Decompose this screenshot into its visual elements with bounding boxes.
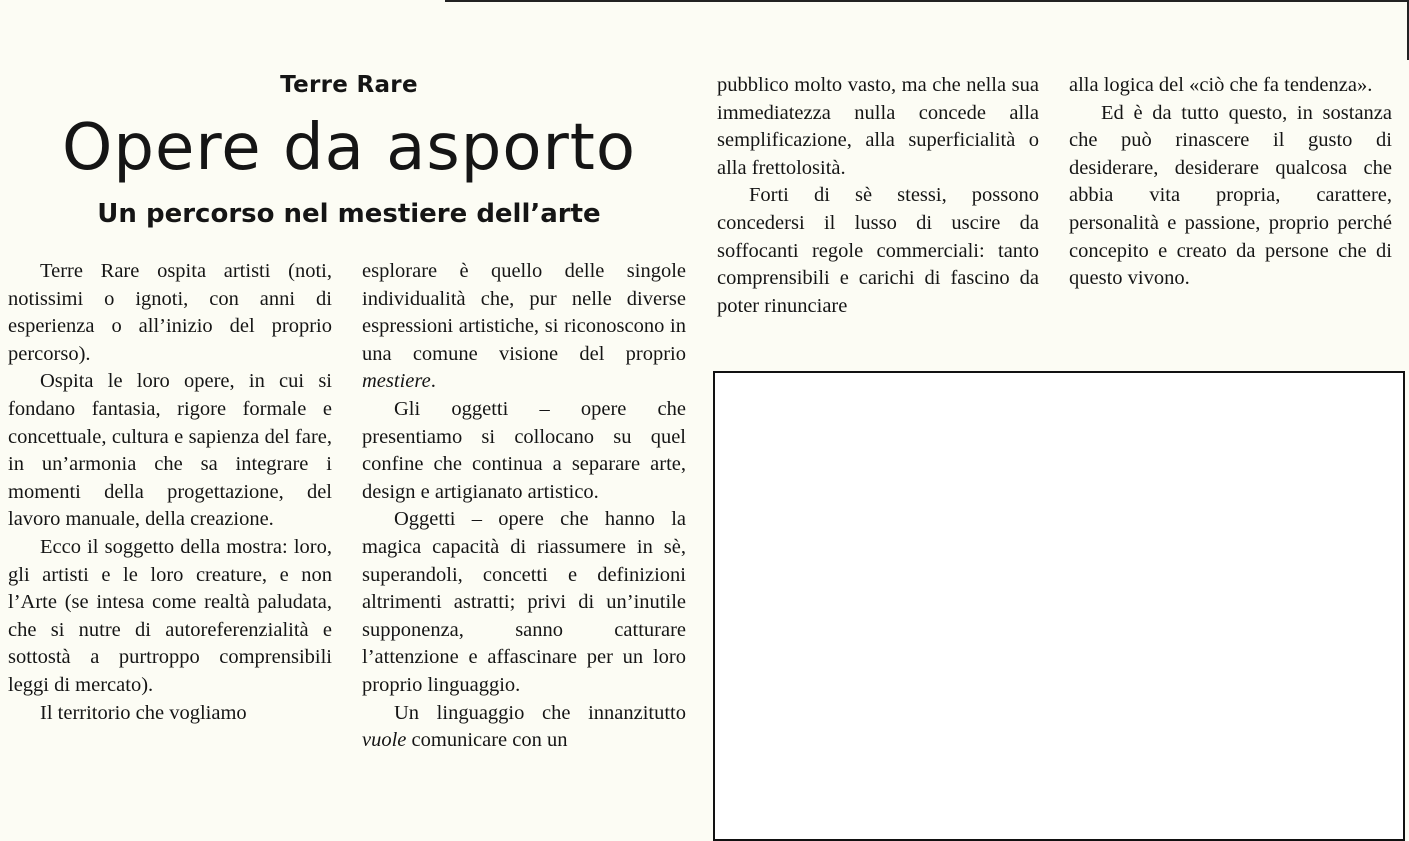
text-run: Un linguaggio che innanzitutto (394, 701, 686, 724)
text-run: . (430, 370, 436, 393)
article-column-2 (362, 258, 686, 755)
text-run: comunicare con un (411, 729, 568, 752)
subheadline: Un percorso nel mestiere dell’arte (97, 199, 601, 229)
headline: Opere da asporto (61, 111, 637, 185)
paragraph: Gli oggetti – opere che presentiamo si collocano su quel confine che continua a separare arte, design e artigianato artistico. (362, 397, 686, 503)
italic-text: vuole (362, 729, 407, 752)
paragraph: Ospita le loro opere, in cui si fondano fantasia, rigore formale e concettuale, cultura e sapienza del fare, in un’armonia che sa integrare i momenti della progettazione, del lavoro manuale, della creazione. (8, 370, 332, 531)
kicker: Terre Rare (280, 72, 418, 98)
paragraph: Terre Rare ospita artisti (noti, notissimi o ignoti, con anni di esperienza o all’inizio del proprio percorso). (8, 260, 332, 365)
paragraph: Forti di sè stessi, possono concedersi il lusso di uscire da soffocanti regole commerciali: tanto comprensibili e carichi di fascino da poter rinunciare (717, 184, 1039, 317)
paragraph: Ecco il soggetto della mostra: loro, gli artisti e le loro creature, e non l’Arte (se intesa come realtà paludata, che si nutre di autoreferenzialità e sottostà a purtroppo comprensibili leggi di mercato). (8, 535, 332, 696)
text-run: esplorare è quello delle singole individualità che, pur nelle diverse espressioni artistiche, si riconoscono in una comune visione del proprio (362, 260, 686, 365)
paragraph: pubblico molto vasto, ma che nella sua immediatezza nulla concede alla semplificazione, alla superficialità o alla frettolosità. (717, 74, 1039, 179)
paragraph: Ed è da tutto questo, in sostanza che può rinascere il gusto di desiderare, desiderare qualcosa che abbia vita propria, carattere, personalità e passione, proprio perché concepito e creato da persone che di questo vivono. (1069, 101, 1392, 290)
paragraph (362, 700, 686, 755)
paragraph: alla logica del «ciò che fa tendenza». (1069, 74, 1373, 96)
image-frame (713, 371, 1405, 841)
paragraph: Oggetti – opere che hanno la magica capacità di riassumere in sè, superandoli, concetti e definizioni altrimenti astratti; privi di un’inutile supponenza, sanno catturare l’attenzione e affascinare per un loro proprio linguaggio. (362, 508, 686, 696)
paragraph (362, 258, 686, 396)
article-column-1 (8, 258, 332, 727)
paragraph: Il territorio che vogliamo (40, 701, 247, 724)
article-column-3 (717, 72, 1039, 320)
article-column-4 (1069, 72, 1392, 293)
top-rule (445, 0, 1409, 2)
italic-text: mestiere (362, 370, 431, 393)
